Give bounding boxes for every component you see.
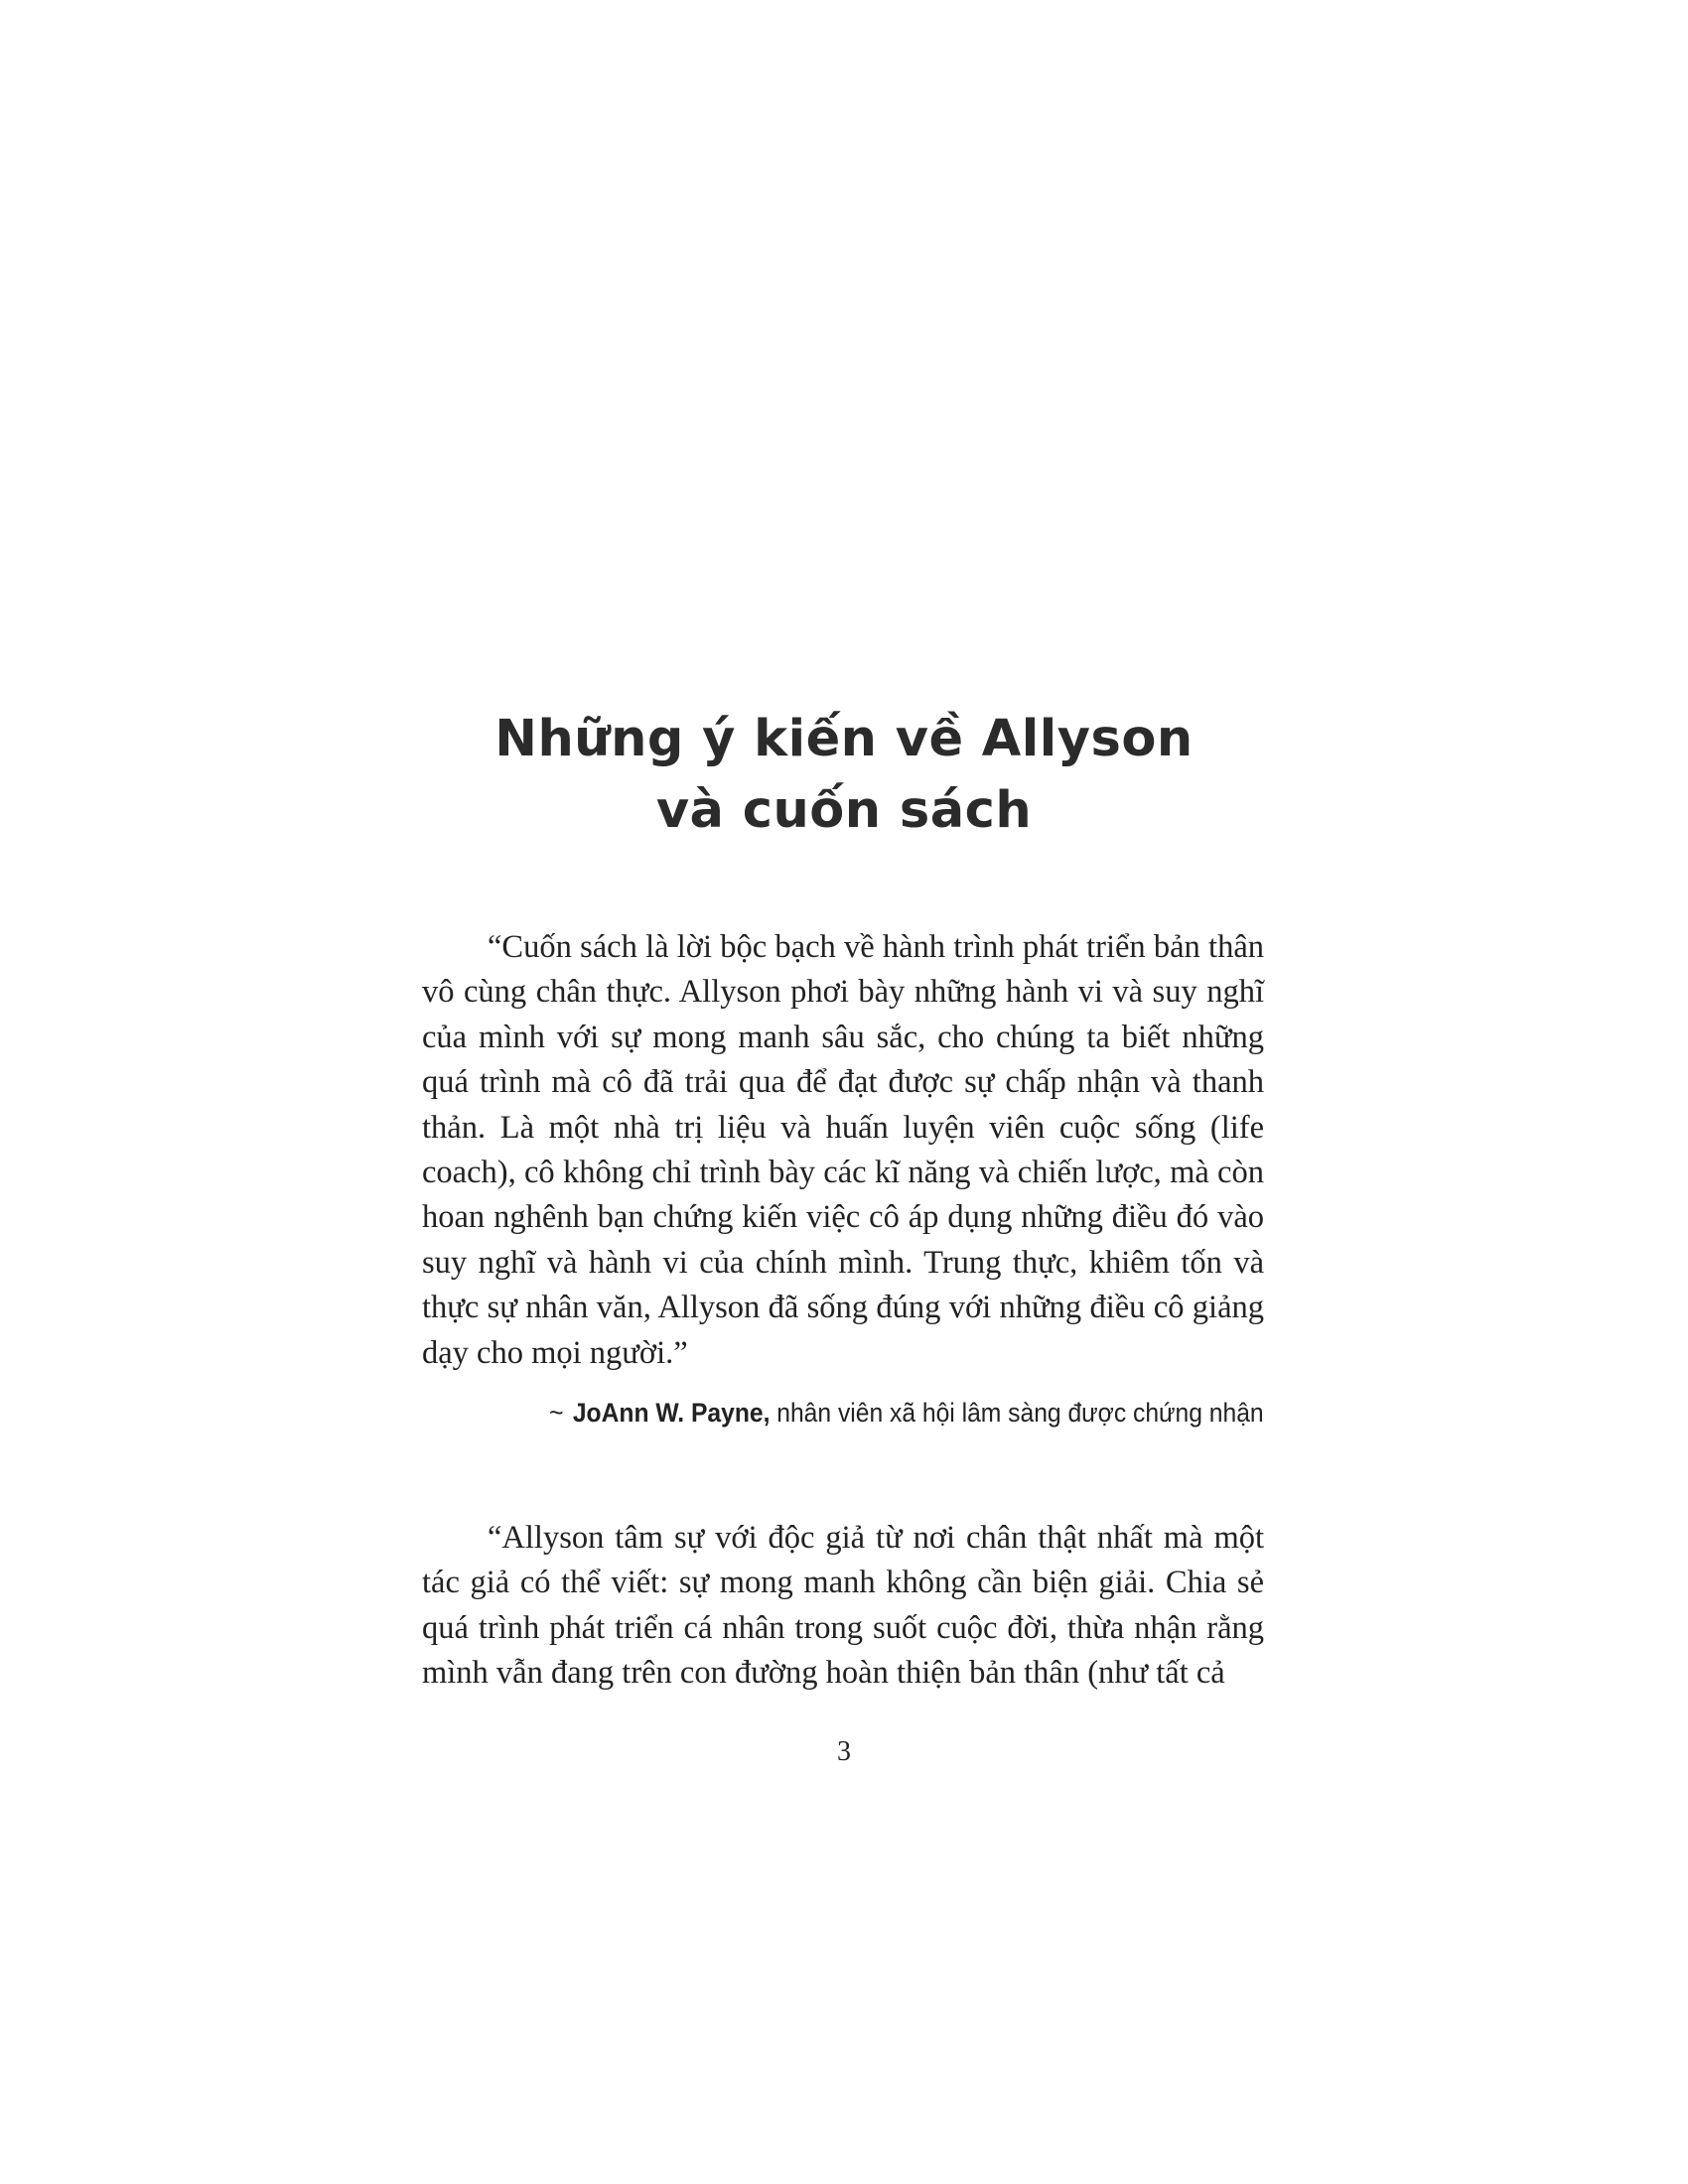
attribution-tilde: ~ (549, 1398, 564, 1428)
page-number: 3 (837, 1736, 851, 1767)
testimonial-1 (422, 925, 1264, 1376)
testimonial-1-attribution (550, 1395, 1264, 1431)
title-line-1: Những ý kiến về Allyson (494, 710, 1194, 769)
attribution-name: JoAnn W. Payne, (573, 1398, 771, 1428)
attribution-role: nhân viên xã hội lâm sàng được chứng nhận (770, 1398, 1264, 1428)
testimonial-1-text: “Cuốn sách là lời bộc bạch về hành trình phát triển bản thân vô cùng chân thực. Allyson phơi bày những hành vi và suy nghĩ của mình với sự mong manh sâu sắc, cho chúng ta biết những quá trình mà cô đã trải qua để đạt được sự chấp nhận và thanh thản. Là một nhà trị liệu và huấn luyện viên cuộc sống (life coach), cô không chỉ trình bày các kĩ năng và chiến lược, mà còn hoan nghênh bạn chứng kiến việc cô áp dụng những điều đó vào suy nghĩ và hành vi của chính mình. Trung thực, khiêm tốn và thực sự nhân văn, Allyson đã sống đúng với những điều cô giảng dạy cho mọi người.” (422, 929, 1264, 1371)
title-line-2: và cuốn sách (655, 781, 1033, 841)
page-title (0, 704, 1688, 847)
testimonial-2 (422, 1516, 1264, 1697)
testimonial-2-text: “Allyson tâm sự với độc giả từ nơi chân thật nhất mà một tác giả có thể viết: sự mong manh không cần biện giải. Chia sẻ quá trình phát triển cá nhân trong suốt cuộc đời, thừa nhận rằng mình vẫn đang trên con đường hoàn thiện bản thân (như tất cả (422, 1520, 1264, 1692)
